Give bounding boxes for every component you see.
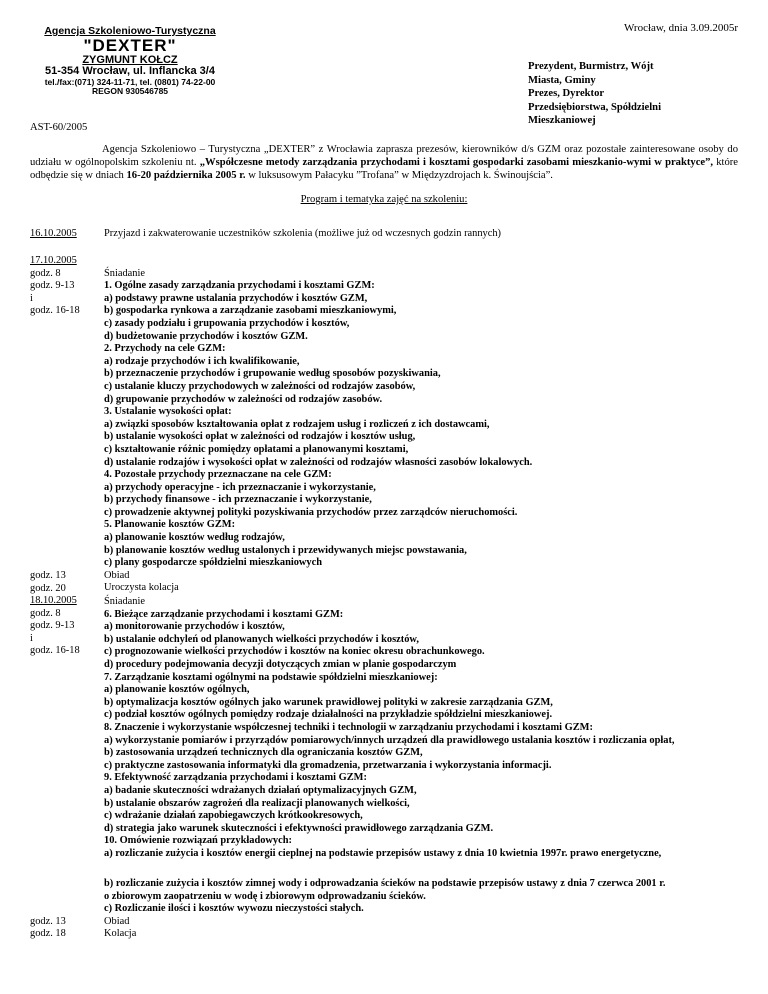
list-item: d) ustalanie rodzajów i wysokości opłat w zależności od rodzajów własności zasobów lokalowych. [104, 456, 533, 468]
recipient-line: Mieszkaniowej [528, 115, 596, 126]
list-item: 7. Zarządzanie kosztami ogólnymi na podstawie spółdzielni mieszkaniowej: [104, 671, 438, 683]
list-item: c) praktyczne zastosowania informatyki dla gromadzenia, przetwarzania i wykorzystania informacji. [104, 759, 552, 771]
list-item: c) plany gospodarcze spółdzielni mieszkaniowych [104, 557, 323, 569]
day1-date-column [30, 228, 110, 241]
day-date: 18.10.2005 [30, 595, 77, 606]
list-item: a) związki sposobów kształtowania opłat z rodzajem usług i rozliczeń z ich dostawcami, [104, 418, 490, 430]
list-item: 8. Znaczenie i wykorzystanie współczesnej techniki i technologii w zarządzaniu przychodami i kosztami GZM: [104, 721, 593, 733]
list-item: d) grupowanie przychodów w zależności od rodzajów zasobów. [104, 393, 383, 405]
day2-content [104, 268, 744, 595]
list-item: 10. Omówienie rozwiązań przykładowych: [104, 835, 292, 847]
time-slot: godz. 18 [30, 928, 66, 940]
list-item: Śniadanie [104, 596, 145, 607]
intro-text-2: które odbędzie się w dniach [30, 157, 738, 182]
intro-topic: „Współczesne metody zarządzania przychodami i kosztami gospodarki zasobami mieszkanio-wymi w praktyce”, [199, 157, 714, 169]
time-slot: godz. 13 [30, 915, 66, 927]
time-slot: i [30, 632, 33, 644]
intro-text-1: Agencja Szkoleniowo – Turystyczna „DEXTER” z Wrocławia zaprasza prezesów, kierowników d/s GZM oraz pozostałe zainteresowane osoby do udziału w ogólnopolskim szkoleniu nt. [30, 144, 738, 169]
logo-line-phone: tel./fax:(071) 324-11-71, tel. (0801) 74-22-00 [44, 76, 216, 87]
logo-line-name: "DEXTER" [83, 36, 177, 56]
day-date: 17.10.2005 [30, 255, 77, 266]
time-slot: godz. 16-18 [30, 645, 80, 657]
list-item: d) budżetowanie przychodów i kosztów GZM. [104, 330, 308, 342]
list-item: c) kształtowanie różnic pomiędzy opłatami a planowanymi kosztami, [104, 443, 409, 455]
list-item: b) gospodarka rynkowa a zarządzanie zasobami mieszkaniowymi, [104, 305, 397, 317]
day3-date-column [30, 595, 110, 658]
list-item: b) ustalanie odchyleń od planowanych wielkości przychodów i kosztów, [104, 633, 419, 645]
dinner-item: Uroczysta kolacja [104, 582, 179, 594]
list-item: 9. Efektywność zarządzania przychodami i kosztami GZM: [104, 772, 367, 784]
list-item: Śniadanie [104, 267, 145, 279]
recipient-line: Prezydent, Burmistrz, Wójt [528, 61, 654, 72]
time-slot: godz. 9-13 [30, 620, 75, 632]
list-item: b) optymalizacja kosztów ogólnych jako warunek prawidłowej polityki w zakresie zarządzania GZM, [104, 696, 553, 708]
recipient-line: Przedsiębiorstwa, Spółdzielni [528, 101, 662, 113]
list-item: b) ustalanie wysokości opłat w zależności od rodzajów i kosztów usług, [104, 431, 416, 443]
day2-meal-times [30, 570, 110, 595]
list-item: 3. Ustalanie wysokości opłat: [104, 406, 232, 418]
logo-line-agency: Agencja Szkoleniowo-Turystyczna [44, 25, 216, 37]
dinner-item: Kolacja [104, 928, 137, 940]
program-title: Program i tematyka zajęć na szkoleniu: [300, 194, 468, 205]
time-slot: godz. 8 [30, 267, 61, 279]
list-item: b) zastosowania urządzeń technicznych dla ograniczania kosztów GZM, [104, 747, 423, 759]
list-item-wrapped: a) wykorzystanie pomiarów i przyrządów pomiarowych/innych urządzeń dla prawidłowego ustalania kosztów i rozliczania opłat, [104, 734, 675, 746]
recipient-line: Prezes, Dyrektor [528, 88, 605, 99]
lunch-item: Obiad [104, 569, 130, 581]
list-item: a) badanie skuteczności wdrażanych działań optymalizacyjnych GZM, [104, 784, 417, 796]
list-item: b) planowanie kosztów według ustalonych i przewidywanych miejsc powstawania, [104, 544, 467, 556]
recipients-block [528, 60, 661, 128]
list-item: c) Rozliczanie ilości i kosztów wywozu nieczystości stałych. [104, 903, 364, 915]
logo-line-regon: REGON 930546785 [91, 85, 169, 96]
time-slot: godz. 13 [30, 570, 66, 581]
list-item: c) prognozowanie wielkości przychodów i kosztów na koniec okresu obrachunkowego. [104, 646, 485, 658]
list-item: a) planowanie kosztów ogólnych, [104, 684, 250, 696]
list-item: b) przeznaczenie przychodów i grupowanie według sposobów pozyskiwania, [104, 368, 441, 380]
logo-line-owner: ZYGMUNT KOŁCZ [82, 53, 178, 66]
list-item: c) zasady podziału i grupowania przychodów i kosztów, [104, 317, 350, 329]
list-item: 4. Pozostałe przychody przeznaczane na cele GZM: [104, 469, 332, 481]
list-item: a) monitorowanie przychodów i kosztów, [104, 621, 285, 633]
list-item: c) podział kosztów ogólnych pomiędzy rodzaje działalności na przykładzie spółdzielni mieszkaniowej. [104, 709, 553, 721]
list-item: b) przychody finansowe - ich przeznaczanie i wykorzystanie, [104, 494, 372, 506]
intro-text-3: w luksusowym Pałacyku ”Trofana” w Międzyzdrojach k. Świnoujścia”. [245, 170, 553, 182]
place-date: Wrocław, dnia 3.09.2005r [623, 22, 738, 34]
list-item: d) strategia jako warunek skuteczności i efektywności prawidłowego zarządzania GZM. [104, 822, 494, 834]
list-item: b) rozliczanie zużycia i kosztów zimnej wody i odprowadzania ścieków na podstawie przepisów ustawy z dnia 7 czerwca 2001 r. [104, 878, 666, 889]
day3-content [104, 596, 744, 860]
time-slot: godz. 8 [30, 607, 61, 619]
list-item: 5. Planowanie kosztów GZM: [104, 519, 236, 531]
list-item: a) planowanie kosztów według rodzajów, [104, 532, 285, 544]
list-item: a) podstawy prawne ustalania przychodów i kosztów GZM, [104, 292, 368, 304]
time-slot: godz. 16-18 [30, 305, 80, 317]
intro-dates: 16-20 października 2005 r. [126, 170, 246, 182]
day3-content-continued [104, 878, 744, 941]
list-item: c) prowadzenie aktywnej polityki pozyskiwania przychodów przez zarządców nieruchomości. [104, 506, 518, 518]
intro-paragraph [30, 143, 738, 183]
day3-meal-times [30, 916, 110, 941]
list-item: d) procedury podejmowania decyzji dotyczących zmian w planie gospodarczym [104, 658, 457, 670]
day2-date-column [30, 255, 110, 318]
list-item: b) ustalanie obszarów zagrożeń dla realizacji planowanych wielkości, [104, 797, 410, 809]
time-slot: godz. 9-13 [30, 280, 75, 292]
list-item: c) ustalanie kluczy przychodowych w zależności od rodzajów zasobów, [104, 380, 416, 392]
reference-number: AST-60/2005 [30, 122, 88, 133]
logo-line-address: 51-354 Wrocław, ul. Inflancka 3/4 [45, 65, 215, 78]
list-item: 1. Ogólne zasady zarządzania przychodami i kosztami GZM: [104, 280, 375, 292]
day-date: 16.10.2005 [30, 228, 77, 239]
time-slot: godz. 20 [30, 582, 66, 594]
company-logo [30, 26, 230, 96]
day1-text: Przyjazd i zakwaterowanie uczestników szkolenia (możliwe już od wczesnych godzin rannych) [104, 228, 502, 239]
list-item: c) wdrażanie działań zapobiegawczych krótkookresowych, [104, 810, 363, 822]
lunch-item: Obiad [104, 915, 130, 927]
recipient-line: Miasta, Gminy [528, 74, 596, 86]
list-item: a) rodzaje przychodów i ich kwalifikowanie, [104, 355, 300, 367]
list-item: 6. Bieżące zarządzanie przychodami i kosztami GZM: [104, 608, 344, 620]
list-item: o zbiorowym zaopatrzeniu w wodę i zbiorowym odprowadzaniu ścieków. [104, 890, 426, 902]
day1-content [104, 228, 744, 241]
list-item: 2. Przychody na cele GZM: [104, 343, 226, 355]
time-slot: i [30, 292, 33, 304]
list-item: a) przychody operacyjne - ich przeznaczanie i wykorzystanie, [104, 481, 376, 493]
list-item: a) rozliczanie zużycia i kosztów energii cieplnej na podstawie przepisów ustawy z dnia 10 kwietnia 1997r. prawo energetyczne, [104, 847, 662, 859]
